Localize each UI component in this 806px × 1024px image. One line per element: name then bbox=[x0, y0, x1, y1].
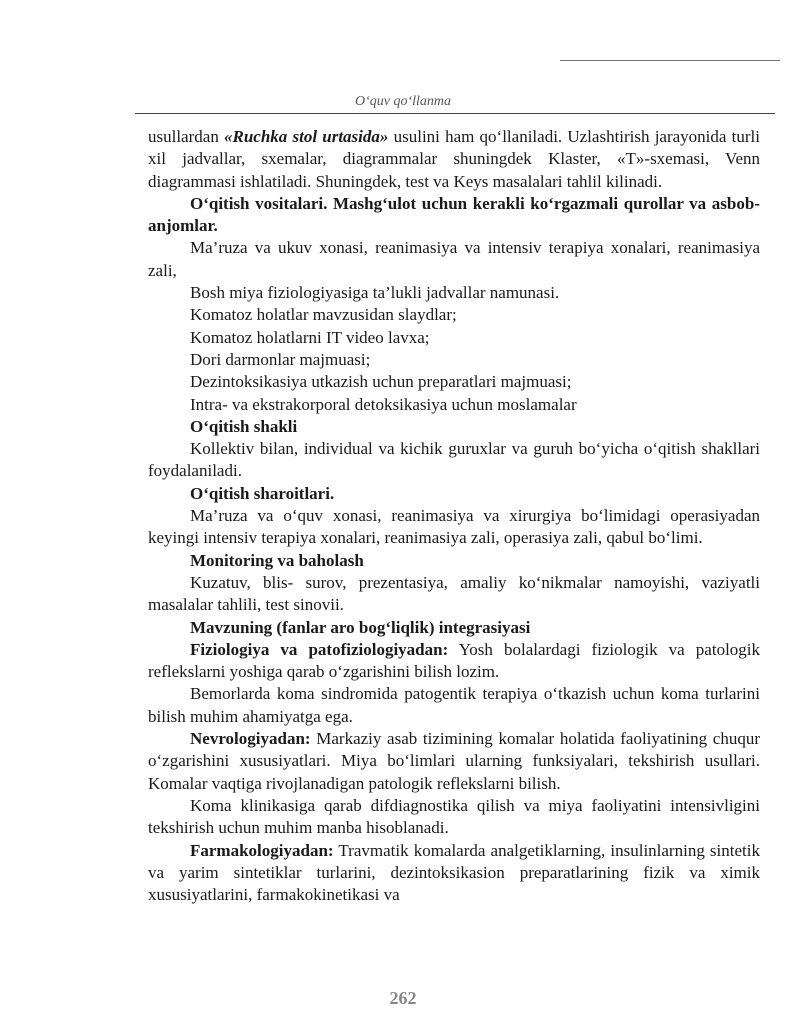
clinic-text: Koma klinikasiga qarab difdiagnostika qilish va miya faoliyatini intensivligini tekshirish uchun muhim manba hisoblanadi. bbox=[148, 795, 760, 838]
pharmacology-paragraph bbox=[148, 840, 760, 907]
methods-text-post: usulini ham qo‘llaniladi. Uzlashtirish jarayonida turli xil jadvallar, sxemalar, diagrammalar shuningdek Klaster, «T»-sxemasi, Venn diagrammasi ishlatiladi. Shuningdek, test va Keys masalalari tahlil kilinadi. bbox=[148, 127, 760, 191]
tools-heading: O‘qitish vositalari. Mashg‘ulot uchun kerakli ko‘rgazmali qurollar va asbob-anjomlar. bbox=[148, 193, 760, 236]
tools-list-item: Komatoz holatlarni IT video lavxa; bbox=[190, 327, 430, 347]
monitoring-heading: Monitoring va baholash bbox=[190, 550, 364, 570]
pharmacology-lead: Farmakologiyadan: bbox=[190, 840, 334, 860]
header-rule bbox=[135, 113, 775, 114]
tools-list-item: Komatoz holatlar mavzusidan slaydlar; bbox=[190, 305, 457, 325]
monitoring-text: Kuzatuv, blis- surov, prezentasiya, amaliy ko‘nikmalar namoyishi, vaziyatli masalalar tahlili, test sinovii. bbox=[148, 572, 760, 615]
conditions-heading: O‘qitish sharoitlari. bbox=[190, 483, 335, 503]
tools-list-item: Dori darmonlar majmuasi; bbox=[190, 349, 371, 369]
page-number: 262 bbox=[389, 988, 417, 1008]
neurology-text: Markaziy asab tizimining komalar holatida faoliyatining chuqur o‘zgarishini xususiyatlari. Miya bo‘limlari ularning funksiyalari, tekshirish usullari. Komalar vaqtiga rivojlanadigan patologik reflekslarni bilish. bbox=[148, 729, 760, 793]
form-text: Kollektiv bilan, individual va kichik guruxlar va guruh bo‘yicha o‘qitish shakllari foydalaniladi. bbox=[148, 439, 760, 481]
coma-text: Bemorlarda koma sindromida patogentik terapiya o‘tkazish uchun koma turlarini bilish muhim ahamiyatga ega. bbox=[148, 684, 760, 726]
physiology-text: Yosh bolalardagi fiziologik va patologik reflekslarni yoshiga qarab o‘zgarishini bilish lozim. bbox=[148, 639, 761, 682]
tools-list-item: Intra- va ekstrakorporal detoksikasiya uchun moslamalar bbox=[190, 394, 577, 414]
tools-intro: Ma’ruza va ukuv xonasi, reanimasiya va intensiv terapiya xonalari, reanimasiya zali, bbox=[148, 238, 760, 280]
form-heading: O‘qitish shakli bbox=[190, 416, 298, 436]
neurology-paragraph bbox=[148, 728, 760, 795]
physiology-paragraph bbox=[148, 639, 760, 684]
neurology-lead: Nevrologiyadan: bbox=[190, 729, 311, 749]
pharmacology-text: Travmatik komalarda analgetiklarning, insulinlarning sintetik va yarim sintetiklar turlarini, dezintoksikasion preparatlarining fizik va ximik xususiyatlarini, farmakokinetikasi va bbox=[148, 840, 760, 905]
integration-heading: Mavzuning (fanlar aro bog‘liqlik) integrasiyasi bbox=[190, 617, 531, 637]
methods-text-pre: usullardan bbox=[148, 127, 225, 146]
tools-list-item: Dezintoksikasiya utkazish uchun preparatlari majmuasi; bbox=[190, 372, 572, 392]
running-head: O‘quv qo‘llanma bbox=[354, 94, 452, 109]
methods-paragraph bbox=[148, 126, 760, 193]
top-rule bbox=[560, 60, 780, 61]
method-name: «Ruchka stol urtasida» bbox=[224, 127, 389, 146]
physiology-lead: Fiziologiya va patofiziologiyadan: bbox=[190, 639, 449, 659]
page-body bbox=[148, 126, 760, 906]
conditions-text: Ma’ruza va o‘quv xonasi, reanimasiya va xirurgiya bo‘limidagi operasiyadan keyingi intensiv terapiya xonalari, reanimasiya zali, operasiya zali, qabul bo‘limi. bbox=[148, 506, 760, 548]
tools-list-item: Bosh miya fiziologiyasiga ta’lukli jadvallar namunasi. bbox=[190, 283, 560, 303]
